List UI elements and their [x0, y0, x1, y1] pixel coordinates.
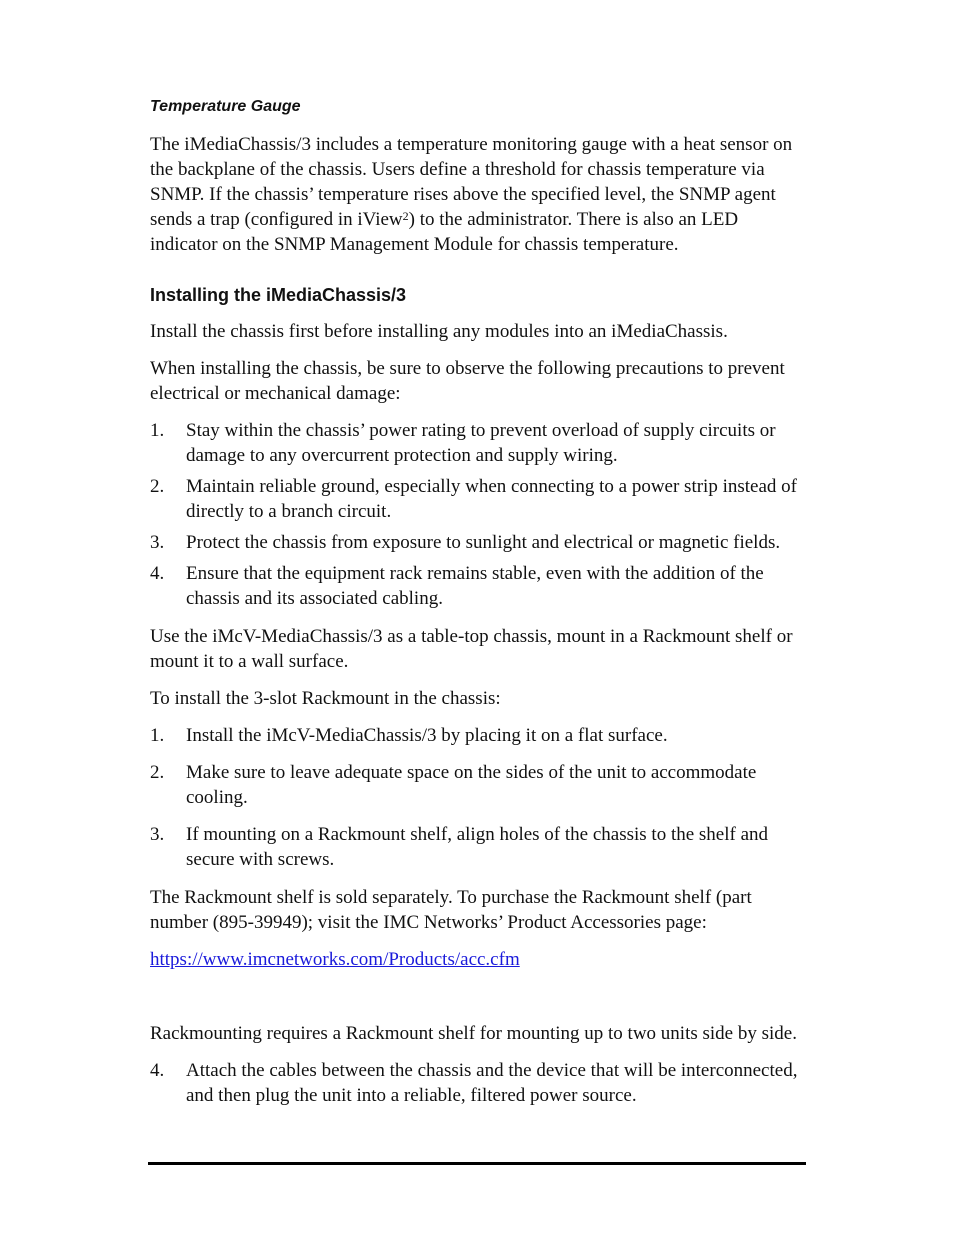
list-item: 2. Maintain reliable ground, especially when connecting to a power strip instead of directly to a branch circuit. — [150, 476, 797, 522]
final-step-list — [150, 1058, 804, 1108]
list-item: 1. Stay within the chassis’ power rating to prevent overload of supply circuits or damage to any overcurrent protection and supply wiring. — [150, 420, 776, 466]
precautions-list — [150, 418, 804, 611]
rackmounting-paragraph: Rackmounting requires a Rackmount shelf for mounting up to two units side by side. — [150, 1023, 797, 1044]
temperature-gauge-paragraph: The iMediaChassis/3 includes a temperature monitoring gauge with a heat sensor on the backplane of the chassis. Users define a threshold for chassis temperature via SNMP. If the chassis’ temperature rises above the specified level, the SNMP agent sends a trap (configured in iView$^2$) to the administrator. There is also an LED indicator on the SNMP Management Module for chassis temperature. — [150, 134, 793, 255]
install-intro-paragraph: Install the chassis first before installing any modules into an iMediaChassis. — [150, 321, 728, 342]
precautions-intro-paragraph: When installing the chassis, be sure to observe the following precautions to prevent electrical or mechanical damage: — [150, 358, 785, 404]
installing-heading: Installing the iMediaChassis/3 — [150, 285, 407, 305]
list-item: 1. Install the iMcV-MediaChassis/3 by placing it on a flat surface. — [150, 725, 668, 746]
page-content — [150, 96, 804, 1121]
superscript: 2 — [402, 209, 409, 223]
link-paragraph — [150, 947, 804, 972]
rackmount-intro-paragraph: To install the 3-slot Rackmount in the chassis: — [150, 688, 501, 709]
list-item: 2. Make sure to leave adequate space on the sides of the unit to accommodate cooling. — [150, 762, 757, 808]
rackmount-shelf-paragraph: The Rackmount shelf is sold separately. To purchase the Rackmount shelf (part number (895-39949); visit the IMC Networks’ Product Accessories page: — [150, 887, 752, 933]
list-item: 3. If mounting on a Rackmount shelf, align holes of the chassis to the shelf and secure with screws. — [150, 824, 769, 870]
install-steps-list — [150, 723, 804, 872]
footer-rule — [148, 1162, 806, 1165]
temperature-gauge-heading: Temperature Gauge — [150, 98, 301, 115]
list-item: 4. Attach the cables between the chassis and the device that will be interconnected, and then plug the unit into a reliable, filtered power source. — [150, 1060, 798, 1106]
list-item: 4. Ensure that the equipment rack remains stable, even with the addition of the chassis and its associated cabling. — [150, 563, 764, 609]
accessories-link[interactable]: https://www.imcnetworks.com/Products/acc.cfm — [150, 949, 520, 970]
list-item: 3. Protect the chassis from exposure to sunlight and electrical or magnetic fields. — [150, 532, 781, 553]
mounting-options-paragraph: Use the iMcV-MediaChassis/3 as a table-top chassis, mount in a Rackmount shelf or mount it to a wall surface. — [150, 626, 793, 672]
